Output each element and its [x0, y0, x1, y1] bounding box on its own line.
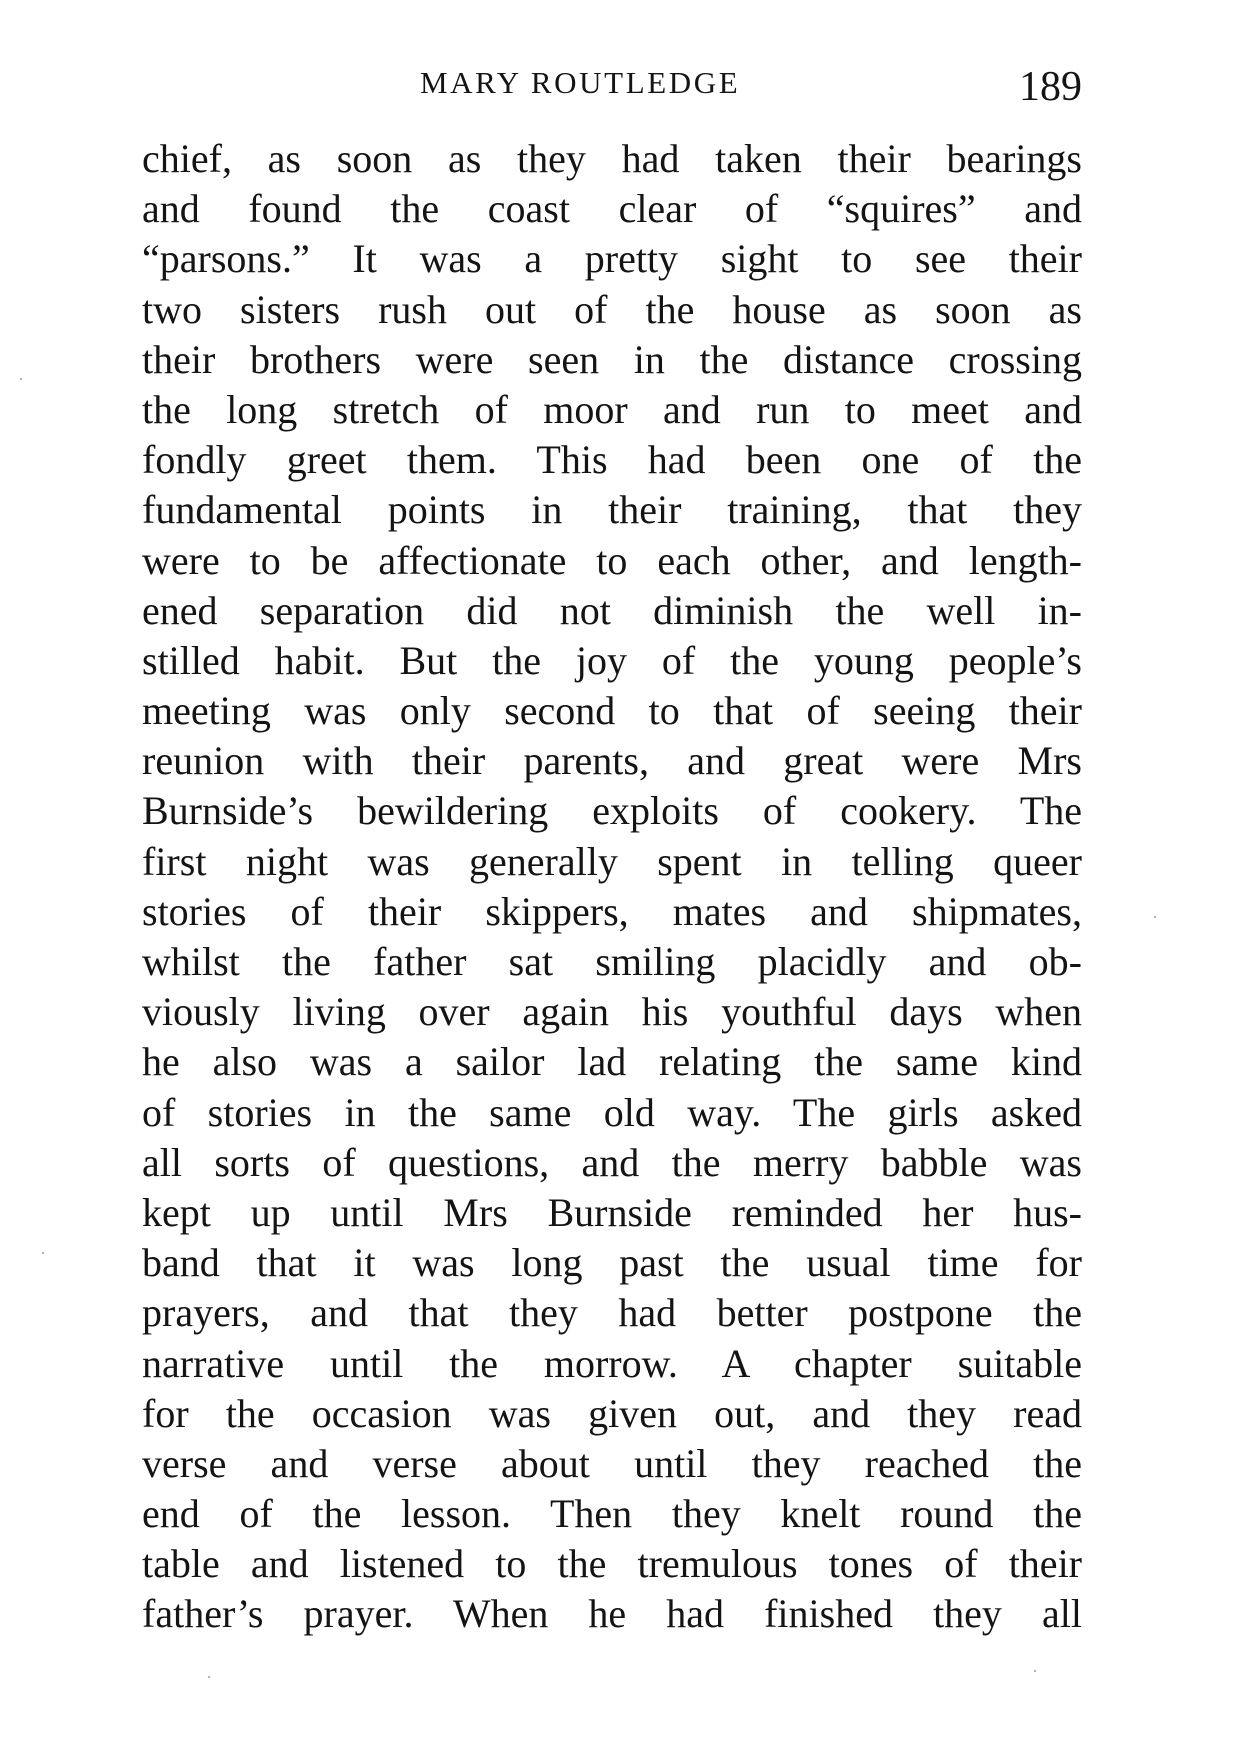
scan-speck [1034, 1670, 1036, 1672]
text-line: and found the coast clear of “squires” and [142, 186, 1082, 232]
text-line: chief, as soon as they had taken their bearings [142, 136, 1082, 181]
text-line: viously living over again his youthful days when [142, 989, 1082, 1035]
text-line: for the occasion was given out, and they read [142, 1390, 1082, 1436]
text-line: he also was a sailor lad relating the same kind [142, 1039, 1082, 1085]
text-line: the long stretch of moor and run to meet and [142, 386, 1082, 432]
text-line: table and listened to the tremulous tones of their [142, 1541, 1082, 1587]
text-line: father’s prayer. When he had finished they all [142, 1591, 1082, 1637]
text-line: of stories in the same old way. The girls asked [142, 1089, 1082, 1135]
text-line: band that it was long past the usual time for [142, 1240, 1082, 1286]
scan-speck [208, 1676, 210, 1678]
scan-speck [1154, 916, 1156, 918]
text-line: their brothers were seen in the distance crossing [142, 336, 1082, 382]
text-line: kept up until Mrs Burnside reminded her hus- [142, 1189, 1082, 1235]
text-line: whilst the father sat smiling placidly and ob- [142, 939, 1082, 984]
text-line: two sisters rush out of the house as soon as [142, 286, 1082, 332]
page-number: 189 [1019, 64, 1082, 110]
body-text [142, 134, 1082, 1640]
text-line: reunion with their parents, and great were Mrs [142, 738, 1082, 784]
running-title: MARY ROUTLEDGE [420, 65, 741, 100]
text-line: fondly greet them. This had been one of the [142, 437, 1082, 483]
text-line: meeting was only second to that of seeing their [142, 688, 1082, 734]
text-line: narrative until the morrow. A chapter suitable [142, 1340, 1082, 1386]
text-line: Burnside’s bewildering exploits of cookery. The [142, 788, 1082, 834]
text-line: end of the lesson. Then they knelt round the [142, 1491, 1082, 1537]
text-line: stories of their skippers, mates and shipmates, [142, 888, 1082, 934]
text-line: prayers, and that they had better postpone the [142, 1290, 1082, 1336]
running-head [0, 58, 1248, 108]
text-line: all sorts of questions, and the merry babble was [142, 1139, 1082, 1185]
text-line: fundamental points in their training, that they [142, 487, 1082, 533]
text-line: verse and verse about until they reached the [142, 1440, 1082, 1486]
text-line: stilled habit. But the joy of the young people’s [142, 637, 1082, 683]
scan-speck [20, 378, 22, 380]
text-line: ened separation did not diminish the well in- [142, 587, 1082, 633]
text-line: first night was generally spent in telling queer [142, 838, 1082, 884]
scan-speck [42, 1252, 44, 1254]
text-line: were to be affectionate to each other, and length- [142, 537, 1082, 583]
text-line: “parsons.” It was a pretty sight to see their [142, 236, 1082, 282]
